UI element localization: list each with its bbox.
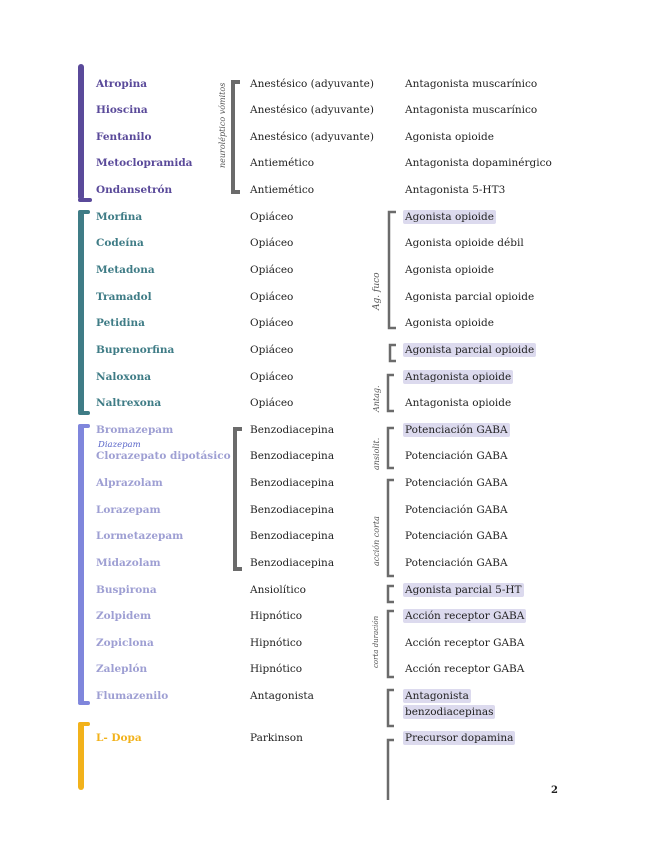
bracket-antagonists <box>384 373 400 413</box>
drug-class: Opiáceo <box>250 371 294 383</box>
drug-name: Flumazenilo <box>96 690 169 702</box>
drug-class: Parkinson <box>250 732 303 744</box>
drug-name: Clorazepato dipotásico <box>96 450 231 462</box>
bracket-accion-corta <box>384 478 400 578</box>
group-bar-hook <box>78 198 92 202</box>
drug-class: Antiemético <box>250 184 315 196</box>
bracket-hypnotics <box>384 609 400 679</box>
drug-name: Buspirona <box>96 584 157 596</box>
drug-name: Zaleplón <box>96 663 148 675</box>
page-number: 2 <box>551 785 558 796</box>
drug-class: Benzodiacepina <box>250 530 335 542</box>
drug-class: Opiáceo <box>250 317 294 329</box>
drug-mechanism-text: Potenciación GABA <box>405 557 508 569</box>
drug-mechanism-text: Agonista opioide débil <box>405 237 524 249</box>
drug-mechanism-text: Acción receptor GABA <box>405 663 525 675</box>
drug-mechanism-text: Potenciación GABA <box>405 450 508 462</box>
drug-mechanism-text: Potenciación GABA <box>405 477 508 489</box>
drug-mechanism <box>405 184 505 197</box>
drug-mechanism <box>405 78 537 91</box>
handwritten-note-group1: neuroléptico vómitos <box>218 82 227 168</box>
drug-mechanism-text: Potenciación GABA <box>405 504 508 516</box>
drug-class: Ansiolítico <box>250 584 306 596</box>
group-bar-hook <box>78 722 90 726</box>
drug-mechanism-text: Agonista parcial opioide <box>405 291 535 303</box>
drug-name: Metoclopramida <box>96 157 193 169</box>
drug-mechanism <box>405 371 513 384</box>
group-bar-benzodiazepines <box>78 424 84 704</box>
drug-mechanism-text: Agonista opioide <box>405 264 494 276</box>
bracket-flumazenilo <box>384 688 400 728</box>
drug-name: Fentanilo <box>96 131 152 143</box>
handwritten-note-accion: acción corta <box>372 516 381 566</box>
drug-mechanism <box>405 424 510 437</box>
drug-name: Atropina <box>96 78 148 90</box>
bracket-buprenorfina <box>386 343 402 363</box>
drug-name: Zopiclona <box>96 637 154 649</box>
drug-class: Opiáceo <box>250 264 294 276</box>
bracket-dopa <box>384 738 400 802</box>
drug-class: Benzodiacepina <box>250 557 335 569</box>
drug-name: L- Dopa <box>96 732 142 744</box>
drug-mechanism-text: Potenciación GABA <box>405 424 508 436</box>
drug-mechanism-text: Antagonista muscarínico <box>405 104 538 116</box>
drug-class: Hipnótico <box>250 637 303 649</box>
drug-mechanism <box>405 530 508 543</box>
group-bar-dopa <box>78 722 84 790</box>
drug-class: Opiáceo <box>250 344 294 356</box>
drug-class: Hipnótico <box>250 663 303 675</box>
drug-mechanism <box>405 237 524 250</box>
drug-name: Ondansetrón <box>96 184 173 196</box>
drug-mechanism-text: Antagonista muscarínico <box>405 78 538 90</box>
drug-mechanism <box>405 504 508 517</box>
drug-name: Lorazepam <box>96 504 161 516</box>
drug-name: Alprazolam <box>96 477 163 489</box>
drug-mechanism <box>405 450 508 463</box>
handwritten-note-cortaduracion: corta duración <box>372 615 380 668</box>
drug-mechanism-text: Acción receptor GABA <box>405 637 525 649</box>
drug-class: Anestésico (adyuvante) <box>250 104 374 116</box>
drug-mechanism-text: Precursor dopamina <box>405 732 514 744</box>
drug-class: Benzodiacepina <box>250 424 335 436</box>
group-bar-hook <box>78 210 90 214</box>
drug-mechanism <box>405 584 524 597</box>
handwritten-note-diazepam: Diazepam <box>98 440 141 450</box>
drug-name: Buprenorfina <box>96 344 175 356</box>
drug-name: Naloxona <box>96 371 152 383</box>
bracket-buspirona <box>384 584 398 604</box>
bracket-ansiolit <box>384 426 400 470</box>
drug-mechanism <box>405 157 552 170</box>
drug-mechanism <box>405 291 534 304</box>
drug-name: Bromazepam <box>96 424 174 436</box>
drug-class: Hipnótico <box>250 610 303 622</box>
group-bar-anesthesia <box>78 64 84 200</box>
drug-class: Benzodiacepina <box>250 477 335 489</box>
drug-class: Antiemético <box>250 157 315 169</box>
drug-mechanism <box>405 610 526 623</box>
drug-mechanism-text: Antagonista 5-HT3 <box>405 184 506 196</box>
handwritten-note-agonist: Ag. fuco <box>372 272 382 310</box>
drug-mechanism-text: Antagonista dopaminérgico <box>405 157 552 169</box>
drug-name: Codeína <box>96 237 144 249</box>
handwritten-note-antag: Antag. <box>372 385 381 412</box>
drug-name: Midazolam <box>96 557 161 569</box>
drug-mechanism <box>405 131 494 144</box>
drug-mechanism <box>405 344 536 357</box>
drug-name: Petidina <box>96 317 145 329</box>
drug-name: Naltrexona <box>96 397 162 409</box>
group-bar-hook <box>78 424 90 428</box>
drug-mechanism-text: Antagonista <box>405 690 469 702</box>
drug-class: Opiáceo <box>250 397 294 409</box>
bracket-anesthesia <box>228 80 248 194</box>
drug-mechanism-text: Agonista opioide <box>405 317 494 329</box>
group-bar-opioids <box>78 210 84 414</box>
drug-mechanism <box>405 104 537 117</box>
drug-mechanism-text: Antagonista opioide <box>405 397 512 409</box>
drug-name: Zolpidem <box>96 610 152 622</box>
drug-mechanism <box>405 663 524 676</box>
drug-mechanism <box>405 264 494 277</box>
group-bar-hook <box>78 701 90 705</box>
drug-name: Morfina <box>96 211 143 223</box>
drug-name: Tramadol <box>96 291 152 303</box>
drug-class: Antagonista <box>250 690 314 702</box>
drug-mechanism <box>405 557 508 570</box>
drug-mechanism <box>405 211 496 224</box>
drug-name: Hioscina <box>96 104 148 116</box>
handwritten-note-ansio: ansiolit. <box>372 437 381 470</box>
drug-class: Opiáceo <box>250 291 294 303</box>
group-bar-hook <box>78 411 90 415</box>
bracket-agonists <box>384 210 404 330</box>
drug-class: Opiáceo <box>250 237 294 249</box>
drug-class: Benzodiacepina <box>250 504 335 516</box>
drug-mechanism-text: Agonista parcial opioide <box>405 344 535 356</box>
drug-class: Anestésico (adyuvante) <box>250 78 374 90</box>
drug-mechanism <box>405 317 494 330</box>
bracket-benzodiazepines <box>230 427 248 571</box>
drug-mechanism <box>405 690 471 703</box>
drug-mechanism <box>405 397 511 410</box>
drug-mechanism <box>405 732 515 745</box>
drug-mechanism-text: Potenciación GABA <box>405 530 508 542</box>
drug-mechanism-text: Agonista parcial 5-HT <box>405 584 522 596</box>
drug-name: Lormetazepam <box>96 530 184 542</box>
drug-mechanism-text: Antagonista opioide <box>405 371 512 383</box>
drug-mechanism-text: Agonista opioide <box>405 131 494 143</box>
flumazenilo-mech-line2 <box>405 706 495 719</box>
drug-mechanism <box>405 637 524 650</box>
drug-mechanism-text: Agonista opioide <box>405 211 494 223</box>
drug-class: Benzodiacepina <box>250 450 335 462</box>
flumazenilo-mech-line2-text: benzodiacepinas <box>405 706 494 718</box>
drug-class: Anestésico (adyuvante) <box>250 131 374 143</box>
drug-mechanism <box>405 477 508 490</box>
drug-class: Opiáceo <box>250 211 294 223</box>
drug-name: Metadona <box>96 264 155 276</box>
drug-mechanism-text: Acción receptor GABA <box>405 610 525 622</box>
